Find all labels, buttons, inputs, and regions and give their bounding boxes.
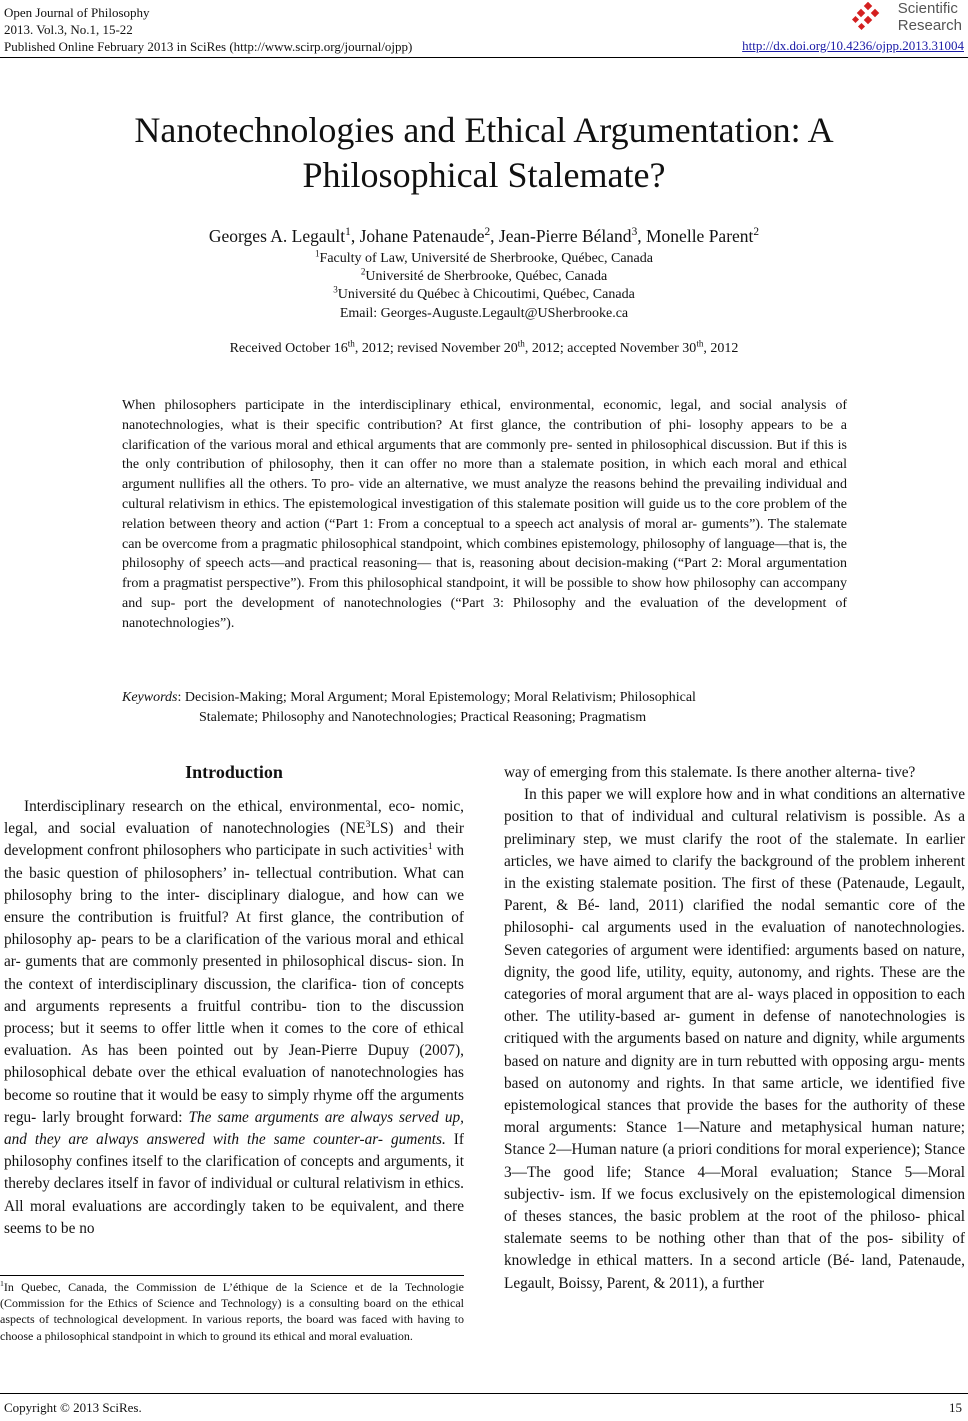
author-name: , Jean-Pierre Béland: [490, 226, 632, 246]
ordinal-sup: th: [347, 338, 355, 349]
text-run: LS) and their development confront philosophers who participate in such activities: [4, 820, 464, 860]
affil-text: Université de Sherbrooke, Québec, Canada: [365, 269, 608, 284]
footnote-ref[interactable]: 1: [427, 841, 433, 853]
keywords-line2: Stalemate; Philosophy and Nanotechnologies; Practical Reasoning; Pragmatism: [199, 710, 647, 725]
paper-title: Nanotechnologies and Ethical Argumentation: A Philosophical Stalemate?: [134, 110, 834, 195]
footnote-rule: [0, 1275, 464, 1276]
affil-text: Université du Québec à Chicoutimi, Québec, Canada: [337, 287, 635, 302]
accepted-text: , 2012; accepted November 30: [524, 341, 697, 356]
affil-text: Faculty of Law, Université de Sherbrooke, Québec, Canada: [319, 251, 653, 266]
author-email: Email: Georges-Auguste.Legault@USherbrooke.ca: [339, 306, 629, 321]
header-rule: [0, 57, 968, 58]
ordinal-sup: th: [696, 338, 704, 349]
author-affil-sup: 1: [345, 226, 351, 239]
footnote-text: In Quebec, Canada, the Commission de L’éthique de la Science et de la Technologie (Commission for the Ethics of Science and Technology) is a consulting board on the ethical aspects of technological development. In various reports, the board was faced with having to choose a philosophical standpoint in which to ground its ethical and moral evaluation.: [0, 1280, 464, 1343]
affil-sup: 2: [360, 266, 366, 277]
received-text: Received October 16: [229, 341, 348, 356]
publisher-logo: [852, 0, 962, 38]
logo-icon: [852, 2, 884, 34]
text-run: Interdisciplinary research on the ethical, environmental, eco- nomic, legal, and social evaluation of nanotechnologies (NE: [4, 798, 464, 838]
superscript: 3: [365, 819, 371, 831]
revised-text: , 2012; revised November 20: [354, 341, 518, 356]
author-affil-sup: 2: [484, 226, 491, 239]
journal-volume: 2013. Vol.3, No.1, 15-22: [4, 22, 133, 37]
author-list: [0, 226, 968, 247]
logo-line2: Research: [897, 17, 962, 34]
doi-link[interactable]: http://dx.doi.org/10.4236/ojpp.2013.31004: [742, 38, 964, 53]
text-run: with the basic question of philosophers’ in- tellectual contribution. What can philosophy bring to the inter- disciplinary dialogue, and how can we ensure the contribution is fruitful? At first glance, the contribution of philosophy ap- pears to be a clarification of the various moral and ethical ar- guments that are commonly presented in philosophical discus- sion. In the context of interdisciplinary discussion, the clarifica- tion of concepts and arguments represents a fruitful contribu- tion to the discussion process; but it seems to offer little when it comes to the core of ethical evaluation. As has been pointed out by Jean-Pierre Dupuy (2007), philosophical debate over the ethical evaluation of nanotechnologies has become so routine that it would be easy to simply rhyme off the arguments regu- larly brought forward:: [4, 842, 464, 1126]
author-name: Georges A. Legault: [208, 226, 346, 246]
keywords-label: Keywords: [122, 690, 178, 705]
paragraph: In this paper we will explore how and in what conditions an alternative position to that of individual and cultural relativism is possible. As a preliminary step, we must clarify the root of the stalemate. In earlier articles, we have aimed to clarify the background of the problem inherent in the existing stalemate position. The first of these (Patenaude, Legault, Parent, & Bé- land, 2011) clarified the nodal semantic core of the philosophi- cal arguments used in the evaluation of nanotechnologies. Seven categories of argument were identified: arguments based on nature, dignity, the good life, utility, equity, autonomy, and rights. These are the categories of moral argument that are al- ways placed in opposition to each other. The utility-based ar- gument in defense of nanotechnologies is critiqued with the arguments based on nature and dignity, while arguments based on nature and dignity are in turn rebutted with opposing argu- ments based on autonomy and rights. In that same article, we identified five epistemological stances that provide the bases for the authority of these moral arguments: Stance 1—Nature and metaphysical human nature; Stance 2—Human nature (a priori conditions for moral experience); Stance 3—The good life; Stance 4—Moral evaluation; Stance 5—Moral subjectiv- ism. If we focus exclusively on the epistemological dimension of theses stances, the basic problem at the root of the philoso- phical stalemate seems to be nothing other than that of the pos- sibility of knowledge in ethical matters. In a second article (Bé- land, Patenaude, Legault, Boissy, Parent, & 2011), a further: [504, 786, 965, 1292]
right-column: [504, 762, 965, 1295]
affil-sup: 3: [333, 284, 338, 295]
footer-rule: [0, 1393, 968, 1394]
journal-header: [4, 4, 412, 55]
copyright: Copyright © 2013 SciRes.: [4, 1400, 142, 1415]
footnote: [0, 1279, 464, 1344]
footnote-sup: 1: [0, 1279, 4, 1288]
received-dates: [0, 338, 968, 357]
abstract: When philosophers participate in the interdisciplinary ethical, environmental, economic, legal, and social analysis of nanotechnologies, what is their specific contribution? At first glance, the contribution of phi- losophy appears to be a clarification of the various moral and ethical arguments that are commonly pre- sented in philosophical discussion. But if this is the only contribution of philosophy, then it can offer no more than a stalemate position, in which each moral and ethical argument nullifies all the others. To pro- vide an alternative, we must analyze the reasons behind the prevailing individual and cultural relativism in ethics. The epistemological investigation of this stalemate position will guide us to the core problem of the relation between theory and action (“Part 1: From a conceptual to a speech act analysis of moral ar- guments”). The stalemate can be overcome from a pragmatic philosophical standpoint, which combines epistemology, philosophy of language—that is, the philosophy of speech acts—and practical reasoning— that is, reasoning about decision-making (“Part 2: Moral argumentation from a pragmatist perspective”). From this philosophical standpoint, it will be possible to show how philosophy can accompany and sup- port the development of nanotechnologies (“Part 3: Philosophy and the evaluation of the development of nanotechnologies”).: [122, 398, 847, 631]
affiliation: [0, 267, 968, 286]
journal-name: Open Journal of Philosophy: [4, 5, 150, 20]
logo-line1: Scientific: [897, 0, 958, 17]
affiliation: [0, 285, 968, 304]
left-column: [4, 796, 464, 1240]
author-name: , Monelle Parent: [637, 226, 754, 246]
author-affil-sup: 3: [631, 226, 638, 239]
paragraph: [4, 796, 464, 1240]
affiliation: [0, 249, 968, 268]
section-heading: Introduction: [185, 762, 283, 782]
author-name: , Johane Patenaude: [350, 226, 485, 246]
paragraph: way of emerging from this stalemate. Is there another alterna- tive?: [504, 764, 916, 781]
keywords-line1: : Decision-Making; Moral Argument; Moral Epistemology; Moral Relativism; Philosophical: [177, 690, 696, 705]
ordinal-sup: th: [517, 338, 525, 349]
italic-quote: The same arguments are always served up, and they are always answered with the same counter-ar- guments.: [4, 1108, 464, 1149]
affil-sup: 1: [315, 248, 320, 259]
text-run: If philosophy confines itself to the clarification of concepts and arguments, it thereby declares itself in favor of individual or cultural relativism in ethics. All moral evaluations are accordingly taken to be equivalent, and there seems to be no: [4, 1131, 464, 1237]
page-number: 15: [949, 1400, 962, 1415]
journal-published: Published Online February 2013 in SciRes (http://www.scirp.org/journal/ojpp): [4, 39, 413, 54]
year-text: , 2012: [703, 341, 739, 356]
keywords: [122, 688, 847, 728]
author-affil-sup: 2: [753, 226, 760, 239]
